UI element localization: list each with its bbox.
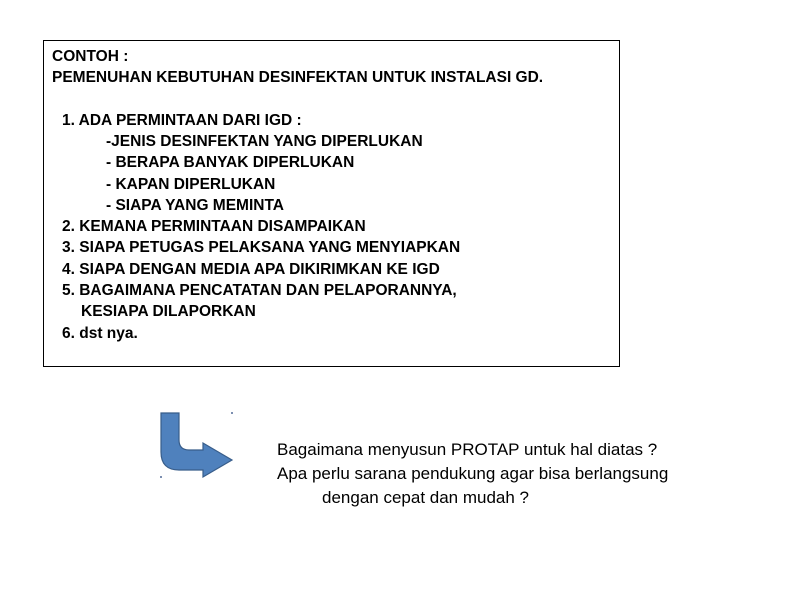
- example-box: [43, 40, 620, 367]
- list-subitem: - BERAPA BANYAK DIPERLUKAN: [106, 154, 355, 171]
- list-item-continuation: KESIAPA DILAPORKAN: [81, 303, 256, 320]
- box-subtitle: PEMENUHAN KEBUTUHAN DESINFEKTAN UNTUK INSTALASI GD.: [52, 69, 544, 86]
- list-item: 5. BAGAIMANA PENCATATAN DAN PELAPORANNYA,: [62, 282, 457, 299]
- bent-arrow-icon: [150, 405, 245, 485]
- list-subitem: - SIAPA YANG MEMINTA: [106, 197, 284, 214]
- list-item: 6. dst nya.: [62, 325, 138, 342]
- list-item: 2. KEMANA PERMINTAAN DISAMPAIKAN: [62, 218, 366, 235]
- list-item: 1. ADA PERMINTAAN DARI IGD :: [62, 112, 302, 129]
- question-line: dengan cepat dan mudah ?: [322, 488, 530, 507]
- list-subitem: - KAPAN DIPERLUKAN: [106, 176, 276, 193]
- list-item: 3. SIAPA PETUGAS PELAKSANA YANG MENYIAPKAN: [62, 239, 461, 256]
- list-item: 4. SIAPA DENGAN MEDIA APA DIKIRIMKAN KE IGD: [62, 261, 440, 278]
- list-subitem: -JENIS DESINFEKTAN YANG DIPERLUKAN: [106, 133, 423, 150]
- question-line: Apa perlu sarana pendukung agar bisa berlangsung: [277, 464, 669, 483]
- question-line: Bagaimana menyusun PROTAP untuk hal diatas ?: [277, 440, 658, 459]
- box-title: CONTOH :: [52, 48, 129, 65]
